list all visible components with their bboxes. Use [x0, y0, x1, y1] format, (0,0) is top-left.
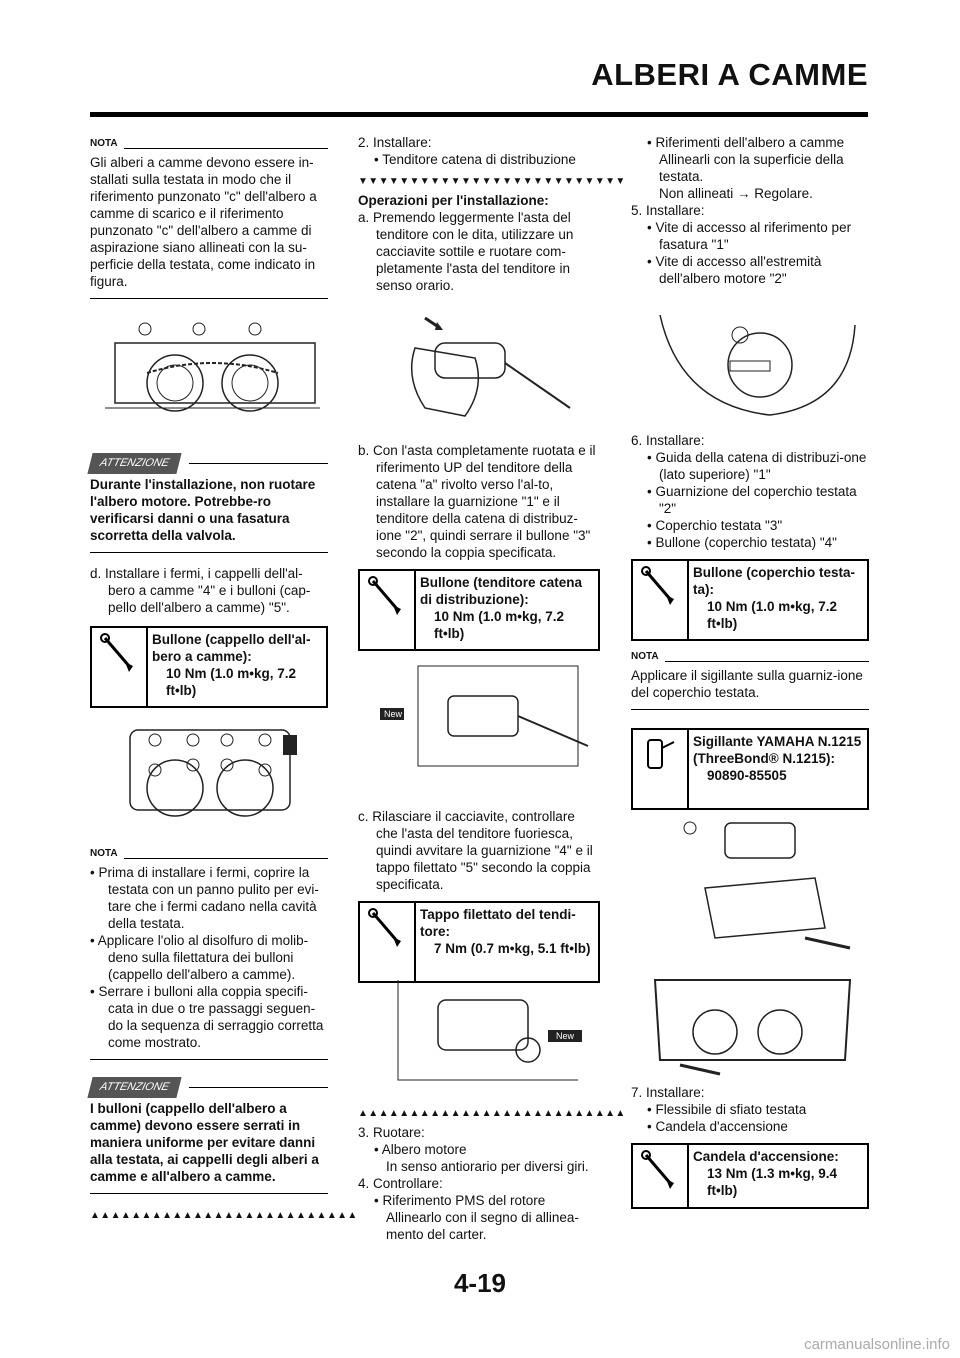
spec-value: 10 Nm (1.0 m•kg, 7.2 ft•lb) [707, 599, 838, 631]
sealant-spec-box [631, 728, 869, 810]
sealant-tube-icon [633, 730, 689, 808]
spec-title: Bullone (coperchio testa-ta): [693, 565, 856, 597]
attenzione-text: I bulloni (cappello dell'albero a camme) devono essere serrati in maniera uniforme per evitare danni alla testata, ai cappelli degli alberi a camme e all'albero a camme. [90, 1101, 319, 1184]
step-7-item: • Flessibile di sfiato testata [647, 1102, 807, 1117]
spec-title: Tappo filettato del tendi-tore: [420, 907, 576, 939]
torque-spec-box [631, 1143, 869, 1209]
torque-wrench-icon [633, 1145, 689, 1207]
step-6-item: • Coperchio testata "3" [647, 518, 783, 533]
tensioner-screwdriver-figure [395, 308, 575, 426]
step-4-item: • Riferimento PMS del rotore [374, 1193, 546, 1208]
divider [90, 1059, 328, 1060]
new-label: New [555, 1031, 574, 1041]
watermark: carmanualsonline.info [804, 1336, 950, 1353]
spec-title: Bullone (tenditore catena di distribuzione): [420, 575, 583, 607]
step-b: b. Con l'asta completamente ruotata e il riferimento UP del tenditore della catena "a" rivolto verso l'al-to, installare la guarnizione "1" e il tenditore della catena di distribuz-ione "2", quindi serrare il bullone "3" secondo la coppia specificata. [358, 443, 596, 560]
ops-title: Operazioni per l'installazione: [358, 193, 549, 208]
step-3-item: • Albero motore [374, 1142, 467, 1157]
spec-value: 13 Nm (1.3 m•kg, 9.4 ft•lb) [707, 1166, 838, 1198]
attenzione-text: Durante l'installazione, non ruotare l'albero motore. Potrebbe-ro verificarsi danni o una fasatura scorretta della valvola. [90, 477, 316, 543]
nota-heading: NOTA [90, 850, 328, 862]
column-middle-4 [358, 1108, 626, 1243]
step-d: d. Installare i fermi, i cappelli dell'al-bero a camme "4" e i bulloni (cap-pello dell'albero a camme) "5". [90, 566, 311, 615]
step-2-item: • Tenditore catena di distribuzione [374, 152, 576, 167]
torque-spec-box [90, 626, 328, 708]
attenzione-heading: ATTENZIONE [90, 454, 328, 472]
column-left [90, 140, 328, 299]
check-sub: Non allineati → Regolare. [659, 186, 813, 201]
torque-wrench-icon [92, 628, 148, 706]
nota-item: • Applicare l'olio al disolfuro di molib-deno sulla filettatura dei bulloni (cappello dell'albero a camme). [90, 933, 309, 982]
step-6-item: • Guida della catena di distribuzi-one (lato superiore) "1" [647, 450, 867, 482]
step-7-item: • Candela d'accensione [647, 1119, 788, 1134]
step-6-item: • Bullone (coperchio testata) "4" [647, 535, 837, 550]
new-label: New [383, 709, 402, 719]
page-title: ALBERI A CAMME [591, 57, 868, 92]
header-rule [90, 112, 868, 117]
step-3-sub: In senso antiorario per diversi giri. [386, 1159, 589, 1174]
end-marker: ▲▲▲▲▲▲▲▲▲▲▲▲▲▲▲▲▲▲▲▲▲▲▲▲▲▲ [90, 1210, 358, 1221]
column-right-2 [631, 432, 869, 810]
nota-text: Gli alberi a camme devono essere in-stallati sulla testata in modo che il riferimento punzonato "c" dell'albero a camme di scarico e il riferimento punzonato "c" dell'albero a camme di aspirazione siano allineati con la su-perficie della testata, come indicato in figura. [90, 155, 317, 289]
nota-heading: NOTA [90, 140, 328, 152]
rotor-mark-figure [650, 305, 865, 423]
end-marker: ▲▲▲▲▲▲▲▲▲▲▲▲▲▲▲▲▲▲▲▲▲▲▲▲▲▲ [358, 1108, 626, 1119]
start-marker: ▼▼▼▼▼▼▼▼▼▼▼▼▼▼▼▼▼▼▼▼▼▼▼▼▼▼ [358, 176, 626, 187]
torque-spec-box [631, 559, 869, 641]
divider [90, 1193, 328, 1194]
tensioner-plug-figure [378, 970, 598, 1088]
step-4-sub: Allinearlo con il segno di allinea-mento del carter. [386, 1210, 579, 1242]
spec-value: 7 Nm (0.7 m•kg, 5.1 ft•lb) [434, 941, 591, 956]
camshaft-cap-tightening-figure [115, 710, 305, 828]
nota-heading: NOTA [631, 653, 869, 665]
tensioner-install-figure [378, 656, 598, 780]
column-middle-2 [358, 442, 600, 651]
torque-wrench-icon [360, 571, 416, 649]
torque-wrench-icon [633, 561, 689, 639]
divider [90, 552, 328, 553]
step-2: 2. Installare: [358, 135, 432, 150]
head-cover-exploded-figure [665, 808, 855, 956]
column-right [631, 134, 869, 287]
step-3: 3. Ruotare: [358, 1125, 425, 1140]
gasket-sealant-figure [640, 970, 865, 1078]
nota-item: • Prima di installare i fermi, coprire la testata con un panno pulito per evi-tare che i fermi cadano nella cavità della testata. [90, 865, 319, 931]
step-6: 6. Installare: [631, 433, 705, 448]
page-number: 4-19 [453, 1268, 507, 1298]
column-left-2 [90, 454, 328, 708]
attenzione-heading: ATTENZIONE [90, 1078, 328, 1096]
step-6-item: • Guarnizione del coperchio testata "2" [647, 484, 857, 516]
nota-text: Applicare il sigillante sulla guarniz-ione del coperchio testata. [631, 668, 863, 700]
camshaft-alignment-figure [95, 313, 327, 435]
divider [90, 298, 328, 299]
check-item: • Riferimenti dell'albero a camme [647, 135, 845, 150]
divider [631, 709, 869, 710]
step-c: c. Rilasciare il cacciavite, controllare che l'asta del tenditore fuoriesca, quindi avvitare la guarnizione "4" e il tappo filettato "5" secondo la coppia specificata. [358, 809, 593, 892]
spec-value: 10 Nm (1.0 m•kg, 7.2 ft•lb) [434, 609, 565, 641]
column-left-3 [90, 848, 358, 1222]
nota-item: • Serrare i bulloni alla coppia specifi-cata in due o tre passaggi seguen-do la sequenza di serraggio corretta come mostrato. [90, 984, 324, 1050]
column-right-3 [631, 1084, 869, 1209]
step-5-item: • Vite di accesso all'estremità dell'albero motore "2" [647, 254, 822, 286]
spec-title: Candela d'accensione: [693, 1149, 839, 1164]
step-7: 7. Installare: [631, 1085, 705, 1100]
spec-value: 10 Nm (1.0 m•kg, 7.2 ft•lb) [166, 666, 297, 698]
column-middle-3 [358, 808, 600, 983]
column-middle [358, 134, 626, 294]
step-a: a. Premendo leggermente l'asta del tenditore con le dita, utilizzare un cacciavite sottile e ruotare com-pletamente l'asta del tenditore in senso orario. [358, 210, 574, 293]
check-sub: Allinearli con la superficie della testata. [659, 152, 844, 184]
step-5-item: • Vite di accesso al riferimento per fasatura "1" [647, 220, 852, 252]
torque-spec-box [358, 569, 600, 651]
step-5: 5. Installare: [631, 203, 705, 218]
spec-title: Sigillante YAMAHA N.1215 (ThreeBond® N.1215): [693, 734, 862, 766]
spec-title: Bullone (cappello dell'al-bero a camme): [152, 632, 311, 664]
step-4: 4. Controllare: [358, 1176, 443, 1191]
spec-value: 90890-85505 [707, 768, 787, 783]
